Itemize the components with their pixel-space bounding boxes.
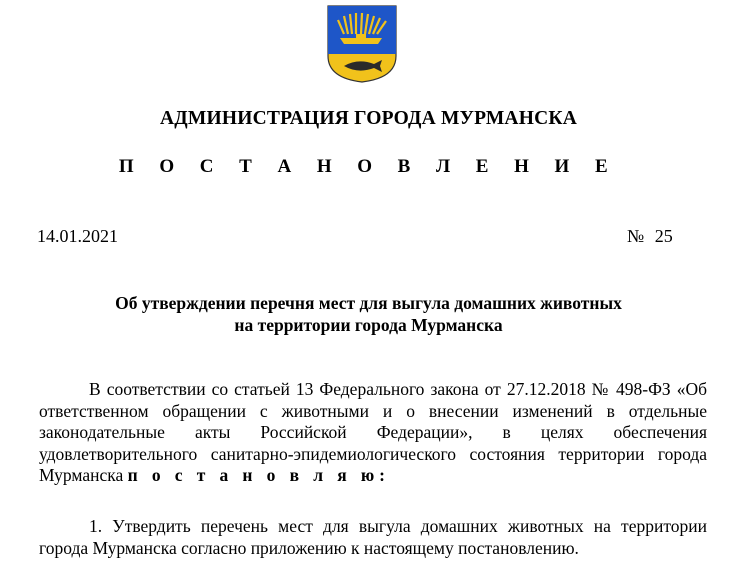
murmansk-coat-of-arms-icon — [326, 4, 398, 84]
document-date: 14.01.2021 — [37, 226, 118, 246]
paragraph-item-1 — [39, 516, 707, 559]
title-line-2: на территории города Мурманска — [234, 315, 503, 335]
organization-heading: АДМИНИСТРАЦИЯ ГОРОДА МУРМАНСКА — [160, 108, 577, 129]
item-1-text: 1. Утвердить перечень мест для выгула домашних животных на территории города Мурманска согласно приложению к настоящему постановлению. — [39, 516, 707, 558]
document-title — [0, 292, 737, 336]
preamble-text: В соответствии со статьей 13 Федерального закона от 27.12.2018 № 498-ФЗ «Об ответственном обращении с животными и о внесении изменений в отдельные законодательные акты Российской Федерации», в целях обеспечения удовлетворительного санитарно-эпидемиологического состояния территории города Мурманска — [39, 379, 707, 485]
paragraph-preamble — [39, 379, 707, 487]
document-type-text: П О С Т А Н О В Л Е Н И Е — [118, 156, 619, 177]
document-number — [627, 226, 673, 247]
number-label: № — [627, 226, 645, 246]
title-line-1: Об утверждении перечня мест для выгула домашних животных — [115, 293, 622, 313]
number-value: 25 — [654, 226, 673, 246]
resolve-phrase: п о с т а н о в л я ю: — [127, 465, 390, 485]
document-type-heading — [0, 156, 737, 178]
